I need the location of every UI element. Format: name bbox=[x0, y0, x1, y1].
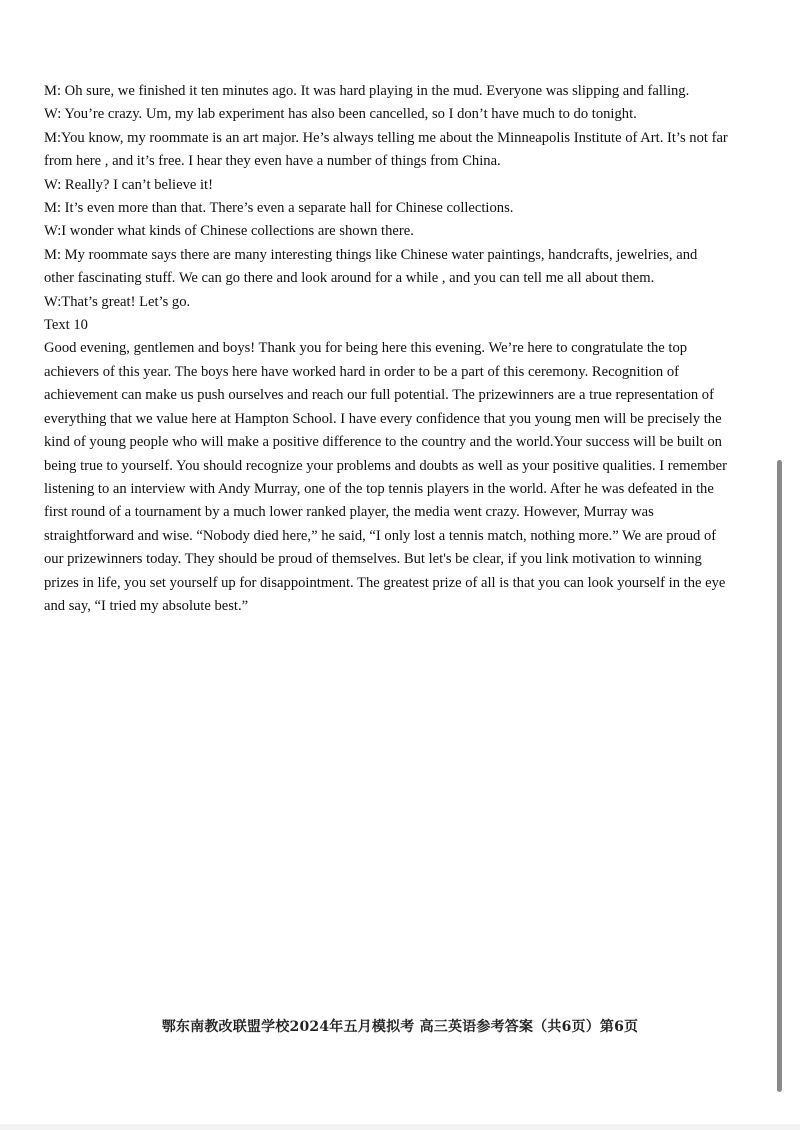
dialogue-line: W: You’re crazy. Um, my lab experiment has also been cancelled, so I don’t have much to do tonight. bbox=[44, 106, 637, 123]
page-footer: 鄂东南教改联盟学校2024年五月模拟考 高三英语参考答案（共6页）第6页 bbox=[161, 1019, 639, 1035]
bottom-divider bbox=[0, 1124, 800, 1130]
dialogue-line: M: It’s even more than that. There’s even a separate hall for Chinese collections. bbox=[44, 200, 514, 217]
dialogue-line: W:I wonder what kinds of Chinese collections are shown there. bbox=[44, 223, 414, 240]
vertical-scrollbar[interactable] bbox=[777, 460, 782, 1092]
dialogue-line: M: My roommate says there are many interesting things like Chinese water paintings, handcrafts, jewelries, and other fascinating stuff. We can go there and look around for a while , and you can tell me all about them. bbox=[44, 246, 698, 287]
dialogue-line: M:You know, my roommate is an art major. He’s always telling me about the Minneapolis Institute of Art. It’s not far from here , and it’s free. I hear they even have a number of things from China. bbox=[44, 129, 728, 170]
section-heading: Text 10 bbox=[44, 317, 88, 334]
document-body bbox=[44, 80, 730, 618]
dialogue-line: W: Really? I can’t believe it! bbox=[44, 176, 213, 193]
dialogue-line: M: Oh sure, we finished it ten minutes ago. It was hard playing in the mud. Everyone was slipping and falling. bbox=[44, 83, 690, 99]
dialogue-line: W:That’s great! Let’s go. bbox=[44, 293, 191, 310]
speech-paragraph: Good evening, gentlemen and boys! Thank you for being here this evening. We’re here to congratulate the top achievers of this year. The boys here have worked hard in order to be a part of this ceremony. Recognition of achievement can make us push ourselves and reach our full potential. The prizewinners are a true representation of everything that we value here at Hampton School. I have every confidence that you young men will be precisely the kind of young people who will make a positive difference to the country and the world.Your success will be built on being true to yourself. You should recognize your problems and doubts as well as your positive qualities. I remember listening to an interview with Andy Murray, one of the top tennis players in the world. After he was defeated in the first round of a tournament by a much lower ranked player, the media went crazy. However, Murray was straightforward and wise. “Nobody died here,” he said, “I only lost a tennis match, nothing more.” We are proud of our prizewinners today. They should be proud of themselves. But let's be clear, if you link motivation to winning prizes in life, you set yourself up for disappointment. The greatest prize of all is that you can look yourself in the eye and say, “I tried my absolute best.” bbox=[44, 340, 727, 614]
